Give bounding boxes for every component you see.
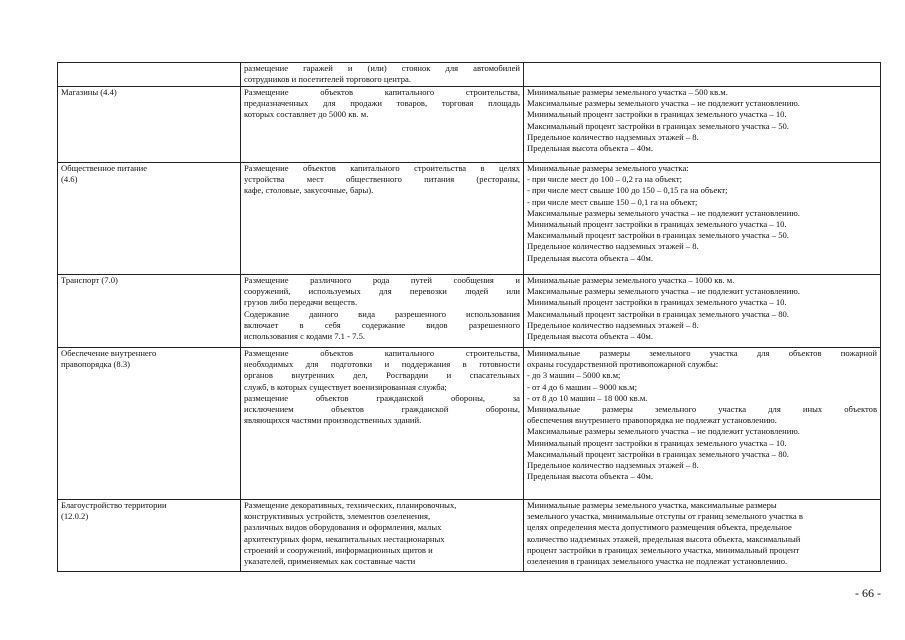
use-type-line: (12.0.2) xyxy=(61,511,89,522)
parameter-line: земельного участка, минимальные отступы от границ земельного участка в xyxy=(527,511,803,522)
description-line: устройства мест общественного питания (рестораны, xyxy=(244,174,520,185)
use-type-cell xyxy=(58,63,241,87)
parameter-line: Минимальный процент застройки в границах земельного участка – 10. xyxy=(527,219,787,230)
parameter-line: процент застройки в границах земельного участка, минимальный процент xyxy=(527,544,800,555)
description-line: архитектурных форм, некапитальных нестационарных xyxy=(244,533,445,544)
parameter-line: Предельная высота объекта – 40м. xyxy=(527,331,653,342)
description-line: необходимых для подготовки и поддержания в готовности xyxy=(244,359,520,370)
use-type-cell xyxy=(58,500,241,572)
table-row xyxy=(58,63,881,87)
parameter-line: охраны государственной противопожарной службы: xyxy=(527,359,719,370)
parameters-cell xyxy=(524,63,881,87)
parameter-line: - при числе мест до 100 – 0,2 га на объект; xyxy=(527,174,682,185)
parameter-line: Минимальные размеры земельного участка, максимальные размеры xyxy=(527,500,777,510)
parameter-line: Минимальный процент застройки в границах земельного участка – 10. xyxy=(527,437,787,448)
description-cell xyxy=(241,87,524,163)
parameter-line: Максимальный процент застройки в границах земельного участка – 50. xyxy=(527,120,789,131)
description-line: сотрудников и посетителей торгового центра. xyxy=(244,74,412,85)
parameters-cell xyxy=(524,87,881,163)
parameter-line: Минимальные размеры земельного участка – 500 кв.м. xyxy=(527,87,728,97)
description-cell xyxy=(241,63,524,87)
parameter-line: обеспечения внутреннего правопорядка не подлежат установлению. xyxy=(527,415,777,426)
use-type-line: Магазины (4.4) xyxy=(61,87,117,97)
description-line: размещение гаражей и (или) стоянок для автомобилей xyxy=(244,63,520,73)
parameter-line: - от 8 до 10 машин – 18 000 кв.м. xyxy=(527,392,648,403)
parameter-line: Предельное количество надземных этажей – 8. xyxy=(527,319,699,330)
description-line: предназначенных для продажи товаров, торговая площадь xyxy=(244,98,520,109)
table-row xyxy=(58,163,881,275)
parameter-line: Минимальный процент застройки в границах земельного участка – 10. xyxy=(527,109,787,120)
parameter-line: Минимальные размеры земельного участка для иных объектов xyxy=(527,404,877,415)
use-type-line: Благоустройство территории xyxy=(61,500,167,510)
description-line: Размещение различного рода путей сообщения и xyxy=(244,275,520,285)
description-line: размещение объектов гражданской обороны, за xyxy=(244,392,520,403)
parameter-line: Предельная высота объекта – 40м. xyxy=(527,143,653,154)
parameter-line: - при числе мест свыше 100 до 150 – 0,15 га на объект; xyxy=(527,185,728,196)
description-line: кафе, столовые, закусочные, бары). xyxy=(244,185,374,196)
parameter-line: целях определения места допустимого размещения объекта, предельное xyxy=(527,522,792,533)
use-type-line: Общественное питание xyxy=(61,163,148,173)
use-type-line: Транспорт (7.0) xyxy=(61,275,118,285)
document-page xyxy=(57,62,877,572)
description-line: грузов либо передачи веществ. xyxy=(244,297,358,308)
use-type-cell xyxy=(58,275,241,348)
description-line: Размещение объектов капитального строительства, xyxy=(244,87,520,97)
description-line: Размещение декоративных, технических, планировочных, xyxy=(244,500,457,510)
use-type-line: Обеспечение внутреннего xyxy=(61,348,157,358)
table-row xyxy=(58,348,881,500)
page-number: - 66 - xyxy=(855,586,881,600)
description-line: использования с кодами 7.1 - 7.5. xyxy=(244,331,366,342)
parameter-line: Минимальные размеры земельного участка: xyxy=(527,163,689,173)
description-line: сооружений, используемых для перевозки людей или xyxy=(244,286,520,297)
description-line: указателей, применяемых как составные части xyxy=(244,556,416,567)
parameter-line: Предельная высота объекта – 40м. xyxy=(527,252,653,263)
description-line: являющихся частями производственных зданий. xyxy=(244,415,422,426)
description-line: которых составляет до 5000 кв. м. xyxy=(244,109,369,120)
parameter-line: Максимальный процент застройки в границах земельного участка – 80. xyxy=(527,448,789,459)
parameter-line: Минимальные размеры земельного участка – 1000 кв. м. xyxy=(527,275,735,285)
parameter-line: - от 4 до 6 машин – 9000 кв.м; xyxy=(527,381,637,392)
parameter-line: Минимальный процент застройки в границах земельного участка – 10. xyxy=(527,297,787,308)
description-cell xyxy=(241,275,524,348)
description-line: органов внутренних дел, Росгвардии и спасательных xyxy=(244,370,520,381)
use-type-line: правопорядка (8.3) xyxy=(61,359,130,370)
parameter-line: Предельная высота объекта – 40м. xyxy=(527,471,653,482)
parameter-line: Максимальный процент застройки в границах земельного участка – 80. xyxy=(527,308,789,319)
land-use-table xyxy=(57,62,881,572)
parameter-line: Максимальные размеры земельного участка – не подлежит установлению. xyxy=(527,207,800,218)
description-line: конструктивных устройств, элементов озеленения, xyxy=(244,511,431,522)
parameters-cell xyxy=(524,348,881,500)
description-line: Размещение объектов капитального строительства, xyxy=(244,348,520,358)
use-type-line: (4.6) xyxy=(61,174,78,185)
parameter-line: Максимальный процент застройки в границах земельного участка – 50. xyxy=(527,230,789,241)
description-cell xyxy=(241,348,524,500)
parameter-line: - до 3 машин – 5000 кв.м; xyxy=(527,370,621,381)
use-type-cell xyxy=(58,348,241,500)
description-line: Размещение объектов капитального строительства в целях xyxy=(244,163,520,173)
parameter-line: Минимальные размеры земельного участка для объектов пожарной xyxy=(527,348,877,358)
table-body xyxy=(58,63,881,572)
description-line: Содержание данного вида разрешенного использования xyxy=(244,308,520,319)
parameter-line: - при числе мест свыше 150 – 0,1 га на объект; xyxy=(527,196,698,207)
parameter-line: Максимальные размеры земельного участка – не подлежит установлению. xyxy=(527,98,800,109)
parameter-line: количество надземных этажей, предельная высота объекта, максимальный xyxy=(527,533,801,544)
description-line: строений и сооружений, информационных щитов и xyxy=(244,544,433,555)
parameter-line: Максимальные размеры земельного участка – не подлежит установлению. xyxy=(527,286,800,297)
description-cell xyxy=(241,163,524,275)
description-line: включает в себя содержание видов разрешенного xyxy=(244,319,520,330)
table-row xyxy=(58,87,881,163)
table-row xyxy=(58,275,881,348)
parameter-line: Максимальные размеры земельного участка – не подлежит установлению. xyxy=(527,426,800,437)
use-type-cell xyxy=(58,87,241,163)
parameter-line: Предельное количество надземных этажей – 8. xyxy=(527,460,699,471)
parameters-cell xyxy=(524,275,881,348)
description-line: различных видов оборудования и оформления, малых xyxy=(244,522,442,533)
parameters-cell xyxy=(524,500,881,572)
parameter-line: Предельное количество надземных этажей – 8. xyxy=(527,131,699,142)
parameter-line: озеленения в границах земельного участка не подлежат установлению. xyxy=(527,556,788,567)
description-cell xyxy=(241,500,524,572)
parameters-cell xyxy=(524,163,881,275)
parameter-line: Предельное количество надземных этажей – 8. xyxy=(527,241,699,252)
use-type-cell xyxy=(58,163,241,275)
table-row xyxy=(58,500,881,572)
description-line: исключением объектов гражданской обороны, xyxy=(244,404,520,415)
description-line: служб, в которых существует военизированная служба; xyxy=(244,381,447,392)
